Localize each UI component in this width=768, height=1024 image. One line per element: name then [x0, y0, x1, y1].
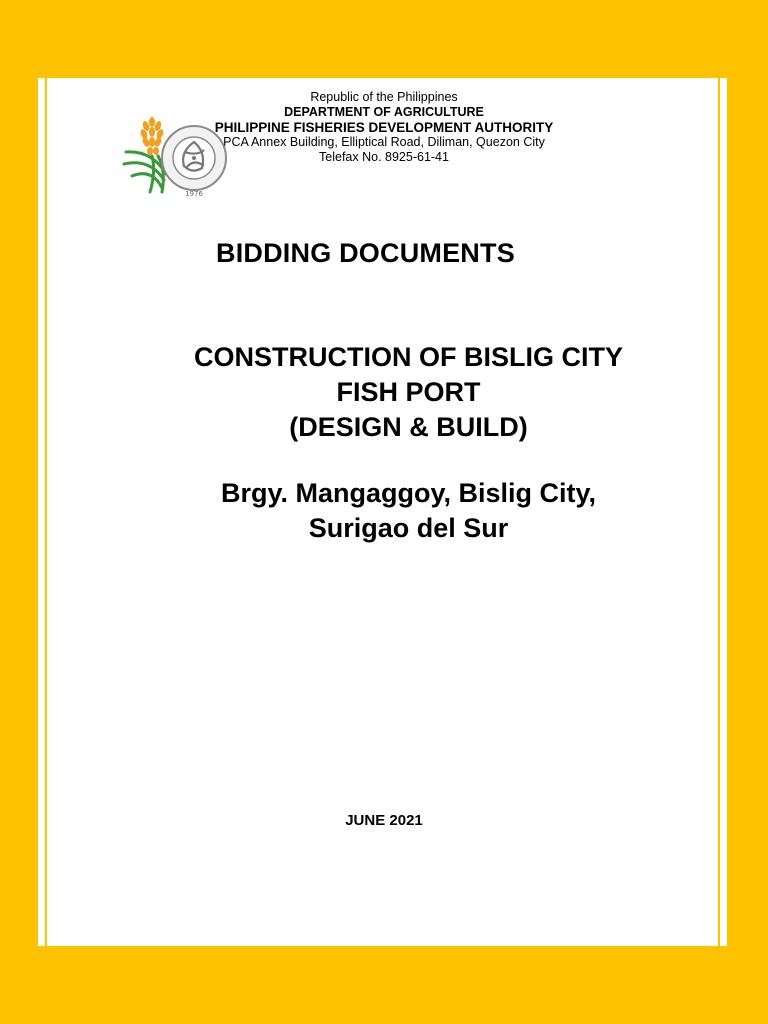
project-line-1: CONSTRUCTION OF BISLIG CITY	[194, 342, 623, 372]
project-title	[52, 340, 765, 445]
department-line: DEPARTMENT OF AGRICULTURE	[284, 105, 484, 119]
pfda-logo	[122, 112, 230, 202]
republic-line: Republic of the Philippines	[310, 90, 458, 104]
address-line: PCA Annex Building, Elliptical Road, Diliman, Quezon City	[223, 135, 545, 149]
document-title: BIDDING DOCUMENTS	[216, 238, 515, 268]
bottom-yellow-band	[0, 946, 768, 1024]
location-line-1: Brgy. Mangaggoy, Bislig City,	[220, 478, 597, 508]
authority-line: PHILIPPINE FISHERIES DEVELOPMENT AUTHORITY	[214, 120, 554, 135]
top-yellow-band	[0, 0, 768, 78]
project-location	[52, 476, 765, 546]
project-line-2: FISH PORT	[336, 377, 481, 407]
project-line-3: (DESIGN & BUILD)	[289, 412, 528, 442]
telefax-line: Telefax No. 8925-61-41	[319, 150, 449, 164]
location-line-2: Surigao del Sur	[308, 513, 509, 543]
pfda-logo-icon	[122, 112, 230, 202]
document-date: JUNE 2021	[345, 812, 423, 829]
letterhead	[0, 90, 768, 165]
seal-year: 1976	[185, 190, 203, 198]
